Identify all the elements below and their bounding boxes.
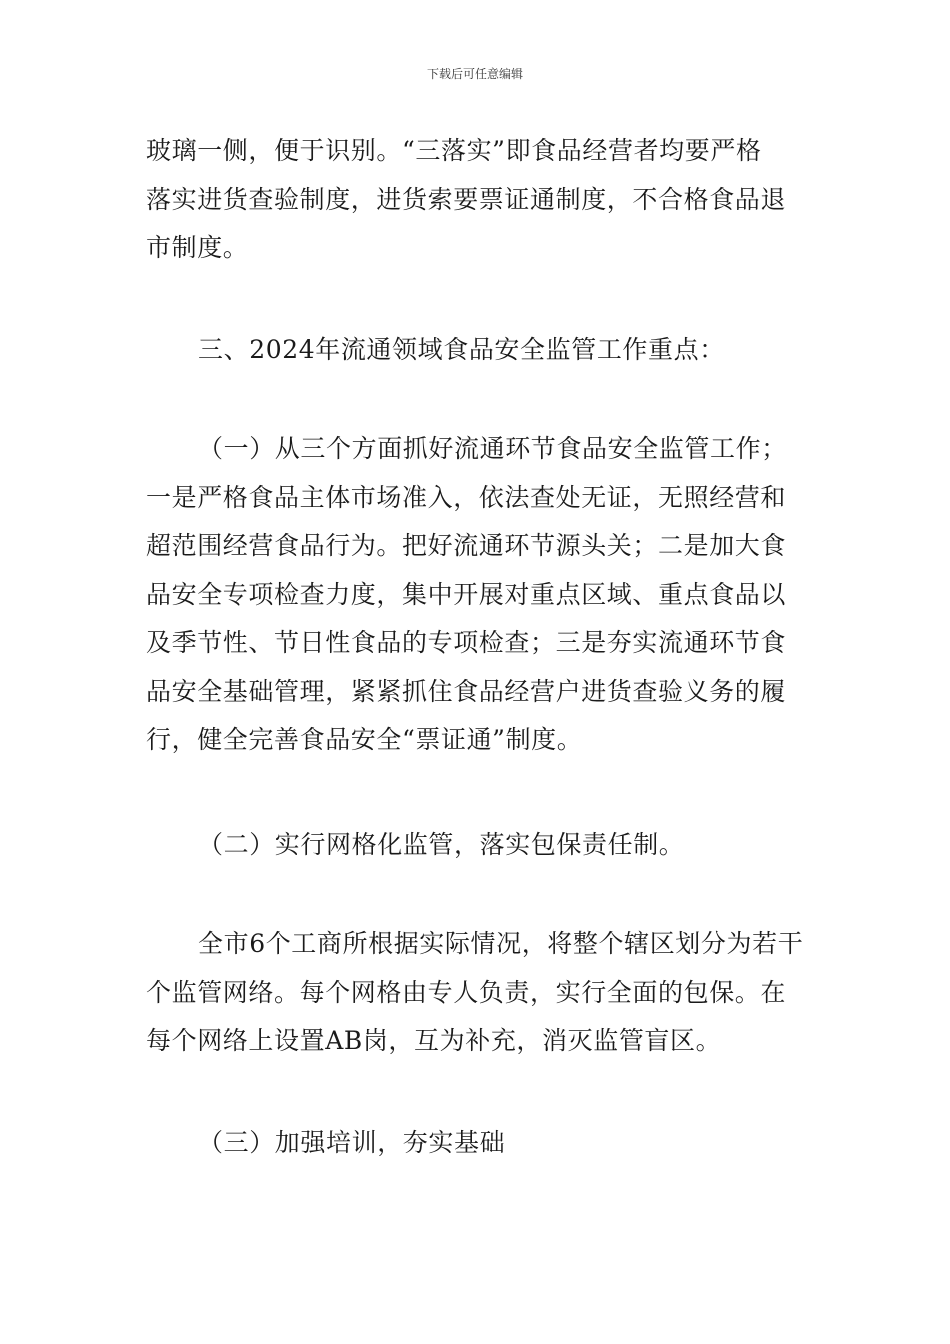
text-line: 超范围经营食品行为。把好流通环节源头关；二是加大食 — [146, 531, 787, 560]
text-line: 一是严格食品主体市场准入，依法查处无证，无照经营和 — [146, 482, 787, 512]
text-line: 及季节性、节日性食品的专项检查；三是夯实流通环节食 — [146, 628, 787, 657]
text-line: 落实进货查验制度，进货索要票证通制度，不合格食品退 — [146, 184, 787, 214]
subsection-heading-3 — [146, 1119, 810, 1168]
subsection-heading-text: （二）实行网格化监管，落实包保责任制。 — [198, 830, 685, 859]
text-line: 市制度。 — [146, 233, 249, 262]
text-line: 品安全专项检查力度，集中开展对重点区域、重点食品以 — [146, 579, 787, 609]
subsection-heading-2 — [146, 821, 810, 870]
paragraph-continuation — [146, 127, 810, 273]
subsection-heading-text: （三）加强培训，夯实基础 — [198, 1128, 506, 1157]
paragraph-grid-supervision — [146, 920, 810, 1066]
paragraph-subsection-1 — [146, 425, 810, 765]
text-line: （一）从三个方面抓好流通环节食品安全监管工作； — [198, 434, 787, 463]
text-line: 品安全基础管理，紧紧抓住食品经营户进货查验义务的履 — [146, 676, 787, 706]
text-line: 个监管网络。每个网格由专人负责，实行全面的包保。在 — [146, 977, 787, 1007]
text-line: 全市6个工商所根据实际情况，将整个辖区划分为若干 — [198, 929, 804, 958]
text-line: 玻璃一侧，便于识别。“三落实”即食品经营者均要严格 — [146, 136, 762, 165]
text-line: 每个网络上设置AB岗，互为补充，消灭监管盲区。 — [146, 1026, 722, 1055]
page-header: 下载后可任意编辑 — [426, 67, 523, 81]
section-heading — [146, 326, 810, 375]
section-heading-text: 三、2024年流通领域食品安全监管工作重点： — [198, 335, 725, 364]
text-line: 行，健全完善食品安全“票证通”制度。 — [146, 725, 583, 754]
